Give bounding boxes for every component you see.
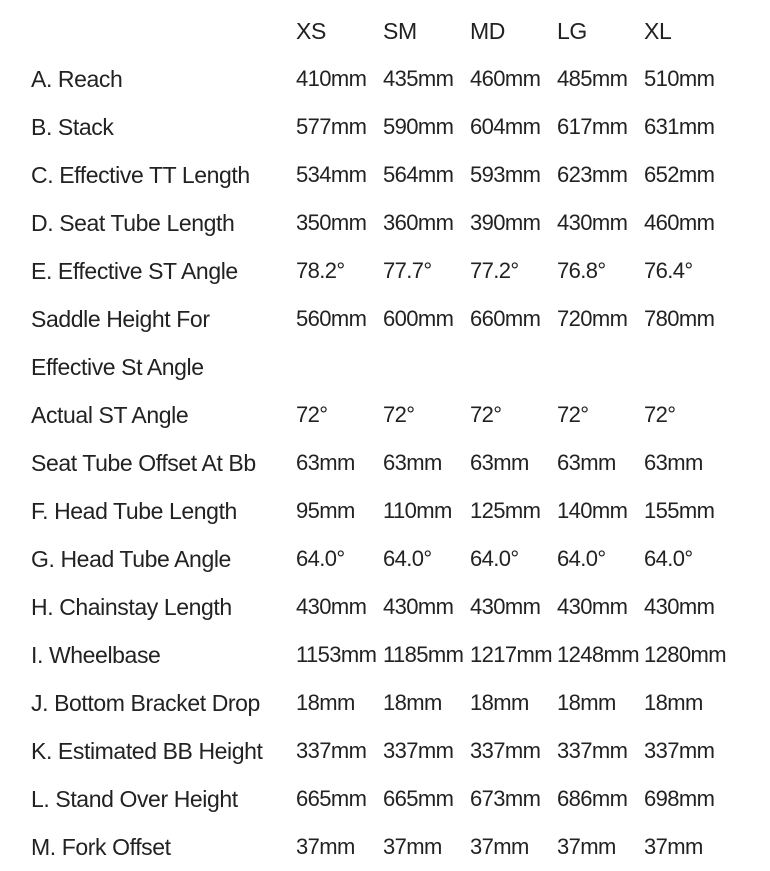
table-row: [31, 727, 731, 775]
value-cell: 77.2°: [470, 258, 519, 283]
value-cell: 430mm: [557, 594, 628, 619]
size-header-md: MD: [470, 18, 505, 44]
value-cell: 37mm: [470, 834, 529, 859]
row-label: F. Head Tube Length: [31, 498, 237, 524]
value-cell: 155mm: [644, 498, 715, 523]
value-cell: 460mm: [470, 66, 541, 91]
value-cell: 460mm: [644, 210, 715, 235]
table-row: [31, 631, 731, 679]
value-cell: 72°: [644, 402, 676, 427]
value-cell: 18mm: [557, 690, 616, 715]
value-cell: 76.4°: [644, 258, 693, 283]
size-header-xs: XS: [296, 18, 326, 44]
value-cell: 350mm: [296, 210, 367, 235]
table-row: [31, 103, 731, 151]
value-cell: 720mm: [557, 306, 628, 331]
value-cell: 430mm: [296, 594, 367, 619]
value-cell: 360mm: [383, 210, 454, 235]
value-cell: 337mm: [557, 738, 628, 763]
value-cell: 1248mm: [557, 642, 639, 667]
corner-cell: [31, 7, 296, 55]
size-header-xl: XL: [644, 18, 672, 44]
row-label: Saddle Height For: [31, 306, 210, 332]
value-cell: 1280mm: [644, 642, 726, 667]
value-cell: 604mm: [470, 114, 541, 139]
value-cell: 1153mm: [296, 642, 377, 667]
row-label: I. Wheelbase: [31, 642, 161, 668]
value-cell: 665mm: [296, 786, 367, 811]
row-label: M. Fork Offset: [31, 834, 171, 860]
value-cell: 72°: [383, 402, 415, 427]
table-row: [31, 487, 731, 535]
value-cell: 564mm: [383, 162, 454, 187]
value-cell: 37mm: [296, 834, 355, 859]
table-row: [31, 391, 731, 439]
table-row: [31, 151, 731, 199]
value-cell: 110mm: [383, 498, 452, 523]
row-label: Seat Tube Offset At Bb: [31, 450, 256, 476]
value-cell: 600mm: [383, 306, 454, 331]
value-cell: 660mm: [470, 306, 541, 331]
value-cell: 37mm: [644, 834, 703, 859]
value-cell: 430mm: [644, 594, 715, 619]
size-header-row: [31, 7, 731, 55]
value-cell: 18mm: [644, 690, 703, 715]
table-row: [31, 823, 731, 871]
value-cell: 18mm: [470, 690, 529, 715]
value-cell: 64.0°: [470, 546, 519, 571]
value-cell: 76.8°: [557, 258, 606, 283]
value-cell: 140mm: [557, 498, 628, 523]
row-label: A. Reach: [31, 66, 123, 92]
value-cell: 631mm: [644, 114, 715, 139]
value-cell: 72°: [557, 402, 589, 427]
value-cell: 430mm: [383, 594, 454, 619]
table-row: [31, 679, 731, 727]
value-cell: 64.0°: [557, 546, 606, 571]
value-cell: 18mm: [383, 690, 442, 715]
value-cell: 410mm: [296, 66, 367, 91]
value-cell: 686mm: [557, 786, 628, 811]
value-cell: 617mm: [557, 114, 628, 139]
row-label: Effective St Angle: [31, 354, 204, 380]
row-label: L. Stand Over Height: [31, 786, 238, 812]
value-cell: 652mm: [644, 162, 715, 187]
value-cell: 560mm: [296, 306, 367, 331]
value-cell: 673mm: [470, 786, 541, 811]
value-cell: 534mm: [296, 162, 367, 187]
value-cell: 623mm: [557, 162, 628, 187]
size-header-lg: LG: [557, 18, 587, 44]
value-cell: 577mm: [296, 114, 367, 139]
value-cell: 435mm: [383, 66, 454, 91]
row-label: D. Seat Tube Length: [31, 210, 235, 236]
geometry-table: [31, 7, 731, 871]
value-cell: 78.2°: [296, 258, 345, 283]
value-cell: 337mm: [470, 738, 541, 763]
row-label: J. Bottom Bracket Drop: [31, 690, 260, 716]
value-cell: [383, 343, 470, 391]
value-cell: 698mm: [644, 786, 715, 811]
value-cell: 593mm: [470, 162, 541, 187]
size-header-sm: SM: [383, 18, 417, 44]
row-label: H. Chainstay Length: [31, 594, 232, 620]
value-cell: 125mm: [470, 498, 541, 523]
table-row: [31, 247, 731, 295]
value-cell: 77.7°: [383, 258, 432, 283]
value-cell: 63mm: [296, 450, 355, 475]
value-cell: 63mm: [644, 450, 703, 475]
value-cell: 64.0°: [383, 546, 432, 571]
value-cell: 63mm: [557, 450, 616, 475]
value-cell: 18mm: [296, 690, 355, 715]
value-cell: 37mm: [383, 834, 442, 859]
value-cell: 63mm: [383, 450, 442, 475]
table-row: [31, 55, 731, 103]
value-cell: 37mm: [557, 834, 616, 859]
table-row: [31, 535, 731, 583]
table-row: [31, 439, 731, 487]
value-cell: 95mm: [296, 498, 355, 523]
value-cell: 337mm: [383, 738, 454, 763]
value-cell: 64.0°: [644, 546, 693, 571]
value-cell: 430mm: [557, 210, 628, 235]
table-row: [31, 775, 731, 823]
value-cell: [644, 343, 731, 391]
value-cell: 72°: [296, 402, 328, 427]
geometry-table-body: [31, 55, 731, 871]
value-cell: 510mm: [644, 66, 715, 91]
table-row: [31, 343, 731, 391]
value-cell: 337mm: [644, 738, 715, 763]
value-cell: 430mm: [470, 594, 541, 619]
table-row: [31, 199, 731, 247]
table-row: [31, 295, 731, 343]
value-cell: 72°: [470, 402, 502, 427]
value-cell: 590mm: [383, 114, 454, 139]
value-cell: 337mm: [296, 738, 367, 763]
value-cell: 780mm: [644, 306, 715, 331]
row-label: Actual ST Angle: [31, 402, 189, 428]
row-label: B. Stack: [31, 114, 114, 140]
value-cell: 665mm: [383, 786, 454, 811]
value-cell: [296, 343, 383, 391]
value-cell: 1185mm: [383, 642, 464, 667]
row-label: G. Head Tube Angle: [31, 546, 231, 572]
value-cell: [557, 343, 644, 391]
value-cell: 63mm: [470, 450, 529, 475]
value-cell: [470, 343, 557, 391]
row-label: K. Estimated BB Height: [31, 738, 263, 764]
value-cell: 485mm: [557, 66, 628, 91]
table-row: [31, 583, 731, 631]
value-cell: 390mm: [470, 210, 541, 235]
value-cell: 64.0°: [296, 546, 345, 571]
row-label: C. Effective TT Length: [31, 162, 250, 188]
value-cell: 1217mm: [470, 642, 552, 667]
row-label: E. Effective ST Angle: [31, 258, 238, 284]
